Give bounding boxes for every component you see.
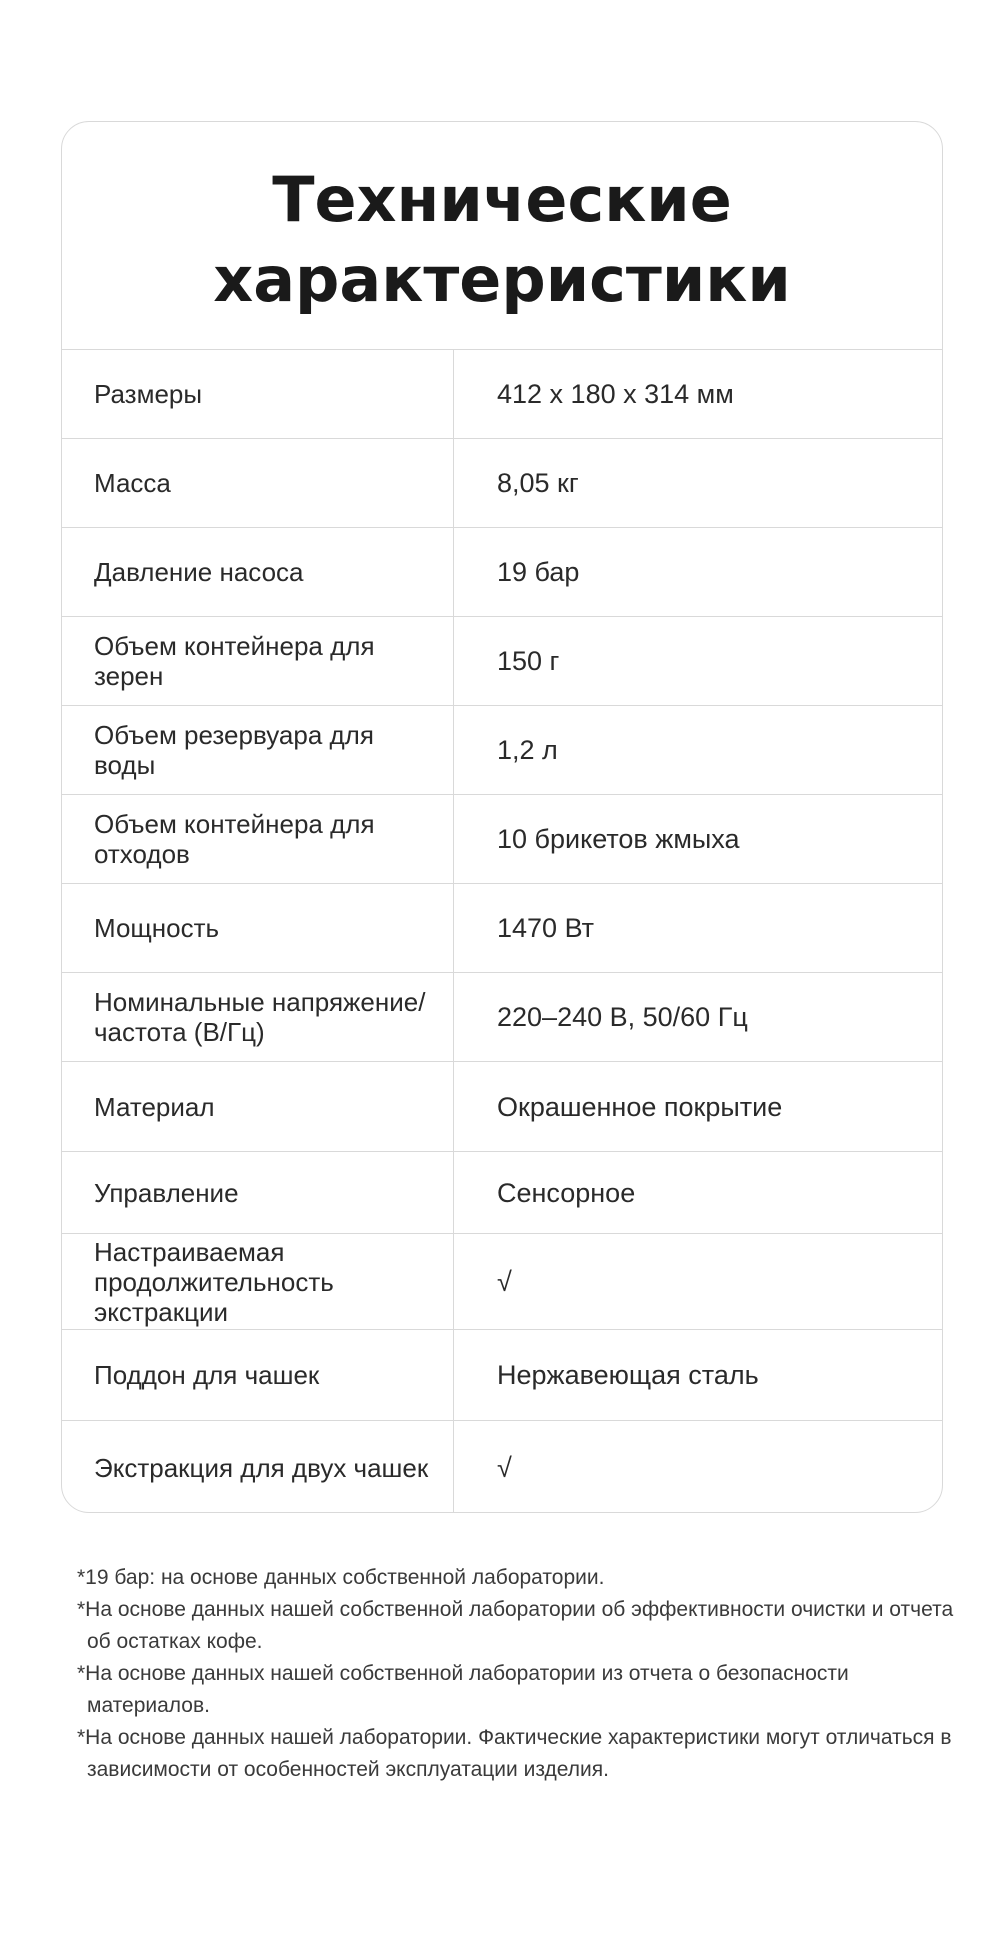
spec-label: Поддон для чашек xyxy=(62,1330,454,1420)
spec-row-waste-container xyxy=(62,795,942,884)
spec-row-control xyxy=(62,1152,942,1234)
spec-label: Объем контейнера для зерен xyxy=(62,617,454,705)
spec-label: Настраиваемая продолжительность экстракции xyxy=(62,1234,454,1329)
spec-value: 412 x 180 x 314 мм xyxy=(497,379,734,409)
spec-row-bean-container xyxy=(62,617,942,706)
spec-row-water-tank xyxy=(62,706,942,795)
spec-value: √ xyxy=(497,1452,512,1483)
spec-value: 1,2 л xyxy=(497,735,558,765)
spec-row-double-cup xyxy=(62,1421,942,1513)
spec-value: 19 бар xyxy=(497,557,580,587)
spec-value: 1470 Вт xyxy=(497,913,595,943)
spec-label: Размеры xyxy=(62,350,454,438)
spec-row-extraction-time xyxy=(62,1234,942,1330)
spec-row-material xyxy=(62,1062,942,1152)
spec-value: Нержавеющая сталь xyxy=(497,1360,759,1390)
page-title: Технические характеристики xyxy=(62,122,942,350)
spec-value: Окрашенное покрытие xyxy=(497,1091,783,1122)
spec-value: 220–240 В, 50/60 Гц xyxy=(497,1002,748,1032)
spec-label: Давление насоса xyxy=(62,528,454,616)
spec-row-power xyxy=(62,884,942,973)
spec-label: Объем резервуара для воды xyxy=(62,706,454,794)
spec-value: 8,05 кг xyxy=(497,468,579,498)
spec-row-pump-pressure xyxy=(62,528,942,617)
spec-label: Объем контейнера для отходов xyxy=(62,795,454,883)
footnote: *На основе данных нашей собственной лаборатории из отчета о безопасности материалов. xyxy=(77,1662,849,1717)
footnote: *На основе данных нашей лаборатории. Фактические характеристики могут отличаться в зависимости от особенностей эксплуатации изделия. xyxy=(77,1726,952,1781)
spec-label: Масса xyxy=(62,439,454,527)
spec-label: Материал xyxy=(62,1062,454,1151)
spec-row-drip-tray xyxy=(62,1330,942,1421)
spec-row-weight xyxy=(62,439,942,528)
footnote: *19 бар: на основе данных собственной лаборатории. xyxy=(77,1566,605,1589)
spec-value: √ xyxy=(497,1266,512,1297)
spec-label: Мощность xyxy=(62,884,454,972)
spec-value: 10 брикетов жмыха xyxy=(497,824,740,854)
spec-value: Сенсорное xyxy=(497,1177,636,1208)
spec-row-voltage xyxy=(62,973,942,1062)
footnotes xyxy=(77,1562,957,1786)
spec-label: Экстракция для двух чашек xyxy=(62,1421,454,1513)
spec-label: Номинальные напряжение/частота (В/Гц) xyxy=(62,973,454,1061)
spec-value: 150 г xyxy=(497,646,560,676)
spec-label: Управление xyxy=(62,1152,454,1233)
spec-row-dimensions xyxy=(62,350,942,439)
specs-card xyxy=(61,121,943,1513)
footnote: *На основе данных нашей собственной лаборатории об эффективности очистки и отчета об остатках кофе. xyxy=(77,1598,954,1653)
